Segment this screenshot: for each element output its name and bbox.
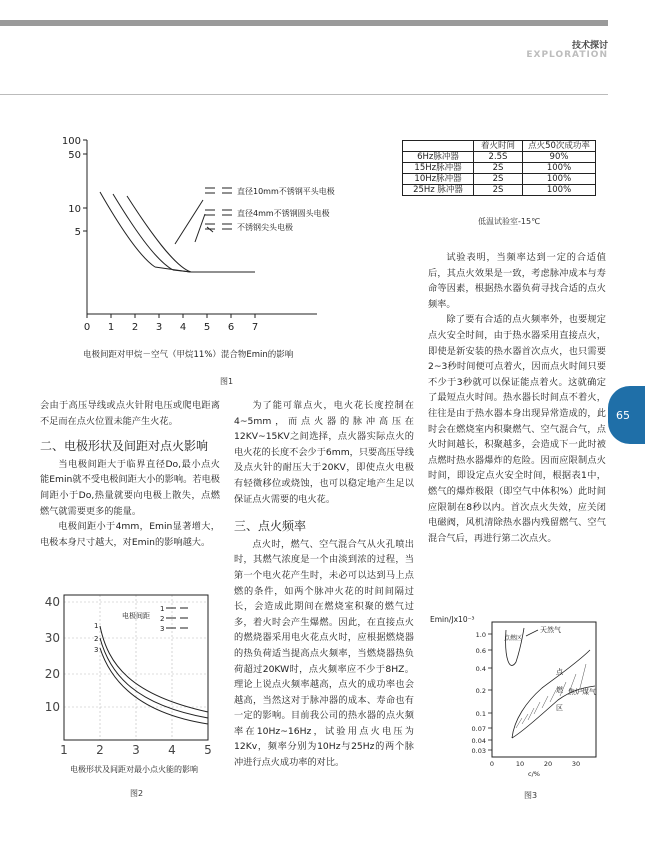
fig1-xtick: 6 [227,322,235,333]
table-cell: 2S [474,174,523,185]
table-cell: 2S [474,185,523,196]
fig3-region-label: 区 [556,704,563,712]
table-row [403,174,596,185]
paragraph: 电极间距小于4mm，Emin显著增大，电极本身尺寸越大，对Emin的影响越大。 [40,521,220,548]
paragraph: 会由于高压导线或点火针附电压或爬电距离不足而在点火位置未能产生火花。 [40,400,220,427]
fig2-legend-item: 3 [160,625,165,633]
fig1-title: 电极间距对甲烷－空气（甲烷11%）混合物Emin的影响 [83,350,294,360]
fig1-ytick: 100 [61,136,81,147]
header-rule [0,94,608,95]
fig3-region-label: 燃 [556,686,563,694]
table-cell: 90% [523,152,596,163]
fig3-ylabel: Emin/Jx10⁻³ [430,615,475,624]
table-cell: 100% [523,163,596,174]
col1-text [40,398,220,550]
fig3-ytick: 0.1 [475,710,486,718]
table-cell: 100% [523,174,596,185]
table-row [403,185,596,196]
col2-text [234,398,414,771]
fig2-xtick: 5 [204,743,212,757]
fig1-xtick: 3 [155,322,163,333]
fig3-curve-label: 焦炉煤气 [568,688,596,696]
fig2-ytick: 40 [44,595,60,609]
fig3-ytick: 0.03 [471,747,486,755]
fig1-ytick: 10 [68,204,81,215]
fig1-xtick: 7 [251,322,259,333]
fig2-xtick: 4 [168,743,176,757]
fig2-curve-label: 3 [94,646,99,654]
section-heading: 三、点火频率 [234,519,307,534]
fig2-legend-item: 1 [160,605,165,613]
paragraph: 为了能可靠点火，电火花长度控制在4~5mm，而点火器的脉冲高压在12KV~15KV之间选择，点火器实际点火的电火花的长度不会少于6mm，只要高压导线及点火针的耐压大于20KV，即使点火电极有轻微移位或烧蚀，也可以稳定地产生足以保证点火需要的电火花。 [234,400,414,505]
fig3-xtick: 0 [489,760,495,768]
fig3-ytick: 1.0 [475,631,486,639]
fig3-region-label: 点燃区 [504,635,523,642]
fig3-xtick: 20 [543,760,553,768]
paragraph: 当电极间距大于临界直径Do,最小点火能Emin就不受电极间距大小的影响。若电极间距小于Do,热量就要向电极上散失，点燃燃气就需要更多的能量。 [40,458,220,517]
fig1-xtick: 1 [107,322,115,333]
table-header-cell [403,141,474,152]
figure-3 [430,610,610,780]
fig3-xlabel: c/% [528,770,540,778]
table-cell: 2S [474,163,523,174]
figure-2 [36,590,226,775]
fig2-legend-title: 电极间距 [122,612,150,620]
col3-text [428,250,606,546]
table-cell: 2.5S [474,152,523,163]
fig2-ytick: 10 [44,700,60,714]
top-bar [0,20,608,26]
fig2-title: 电极形状及间距对最小点火能的影响 [70,765,198,774]
fig2-legend-item: 2 [160,615,165,623]
paragraph: 除了要有合适的点火频率外，也要规定点火安全时间，由于热水器采用直接点火，即使是新安装的热水器首次点火，也只需要2~3秒时间便可点着火，因而点火时间只要不少于3秒就可以保证能点着火。这就确定了最短点火时间。热水器长时间点不着火，往往是由于热水器本身出现异常造成的，此时会在燃烧室内积聚燃气、空气混合气，点火时间越长，积聚越多，会造成下一此时被点燃时热水器爆炸的危险。因而应限制点火时间，即设定点火安全时间，根据表1中，燃气的爆炸极限（即空气中体积%）此时间应限制在8秒以内。首次点火失效，应关闭电磁阀，风机清除热水器内残留燃气、空气混合气后，再进行第二次点火。 [428,314,606,544]
table-cell: 15Hz脉冲器 [403,163,474,174]
results-table [402,140,596,196]
fig3-xtick: 30 [571,760,581,768]
fig3-xtick: 10 [515,760,525,768]
table-cell: 25Hz 脉冲器 [403,185,474,196]
fig2-ytick: 30 [44,631,60,645]
table-header-row [403,141,596,152]
table-caption: 低温试验室-15℃ [478,217,541,226]
figure-1 [55,132,385,372]
fig3-ytick: 0.04 [471,737,486,745]
fig1-xtick: 4 [179,322,187,333]
fig1-xtick: 2 [131,322,139,333]
fig1-ytick: 50 [68,150,81,161]
fig3-curve-label: 天然气 [540,626,561,634]
section-heading: 二、电极形状及间距对点火影响 [40,439,209,454]
section-category-en: EXPLORATION [526,50,608,60]
table-row [403,152,596,163]
fig2-xtick: 1 [60,743,68,757]
fig3-caption: 图3 [524,791,538,800]
page-number: 65 [616,408,630,422]
fig3-ytick: 0.4 [475,665,486,673]
fig3-ytick: 0.6 [475,647,486,655]
fig2-caption: 图2 [130,789,144,798]
fig3-ytick: 0.07 [471,725,486,733]
fig1-xtick: 0 [83,322,91,333]
fig1-legend-item: 直径4mm不锈钢圆头电极 [237,209,330,218]
table-cell: 100% [523,185,596,196]
paragraph: 试验表明，当频率达到一定的合适值后，其点火效果是一致，考虑脉冲成本与寿命等因素，根据热水器负荷寻找合适的点火频率。 [428,252,606,310]
fig2-xtick: 3 [132,743,140,757]
paragraph: 点火时，燃气、空气混合气从火孔喷出时，其燃气浓度是一个由淡到浓的过程，当第一个电火花产生时，未必可以达到马上点燃的条件，如两个脉冲火花的时间间隔过长，会造成此期间在燃烧室积聚的燃气过多，着火时会产生爆燃。因此，在直接点火的燃烧器采用电火花点火时，应根据燃烧器的热负荷适当提高点火频率，当燃烧器热负荷超过20KW时，点火频率应不少于8HZ。理论上说点火频率越高，点火的成功率也会越高，当然这对于脉冲器的成本、寿命也有一定的影响。目前我公司的热水器的点火频率在10Hz~16Hz，试验用点火电压为12Kv，频率分别为10Hz与25Hz的两个脉冲进行点火成功率的对比。 [234,538,414,769]
table-row [403,163,596,174]
fig2-xtick: 2 [96,743,104,757]
fig1-xtick: 5 [203,322,211,333]
table-cell: 6Hz脉冲器 [403,152,474,163]
table-header-cell: 点火50次成功率 [523,141,596,152]
fig1-ytick: 5 [74,227,81,238]
fig2-curve-label: 2 [94,635,99,643]
fig1-caption: 图1 [220,377,234,386]
table-cell: 10Hz脉冲器 [403,174,474,185]
fig1-legend-item: 直径10mm不锈钢平头电极 [237,187,335,196]
page-number-tab [608,386,645,444]
fig2-curve-label: 1 [94,622,99,630]
fig3-region-label: 点 [556,668,563,676]
fig3-ytick: 0.2 [475,687,486,695]
results-table-wrap [402,140,596,196]
table-header-cell: 着火时间 [474,141,523,152]
fig2-ytick: 20 [44,667,60,681]
section-category: 技术探讨 [571,41,608,51]
fig1-legend-item: 不锈钢尖头电极 [237,223,293,232]
